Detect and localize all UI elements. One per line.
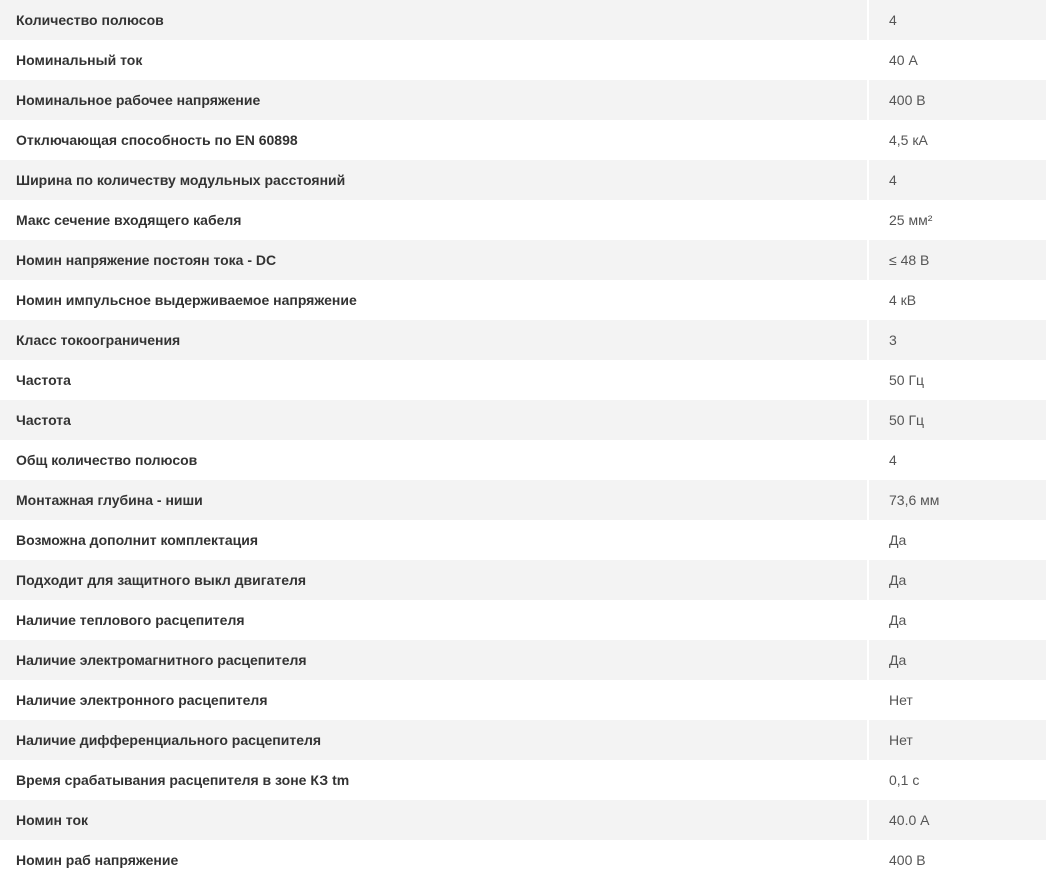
spec-row — [0, 280, 1046, 320]
spec-value: 400 В — [868, 840, 1046, 880]
spec-value: Нет — [868, 720, 1046, 760]
spec-value: ≤ 48 В — [868, 240, 1046, 280]
spec-name: Количество полюсов — [16, 12, 164, 28]
spec-row — [0, 760, 1046, 800]
spec-row — [0, 360, 1046, 400]
spec-row — [0, 320, 1046, 360]
spec-name: Наличие дифференциального расцепителя — [16, 732, 322, 748]
spec-row — [0, 40, 1046, 80]
spec-name: Номин ток — [16, 812, 89, 828]
spec-row — [0, 560, 1046, 600]
spec-name: Номин раб напряжение — [16, 852, 179, 868]
spec-value: Да — [868, 560, 1046, 600]
spec-name: Монтажная глубина - ниши — [16, 492, 203, 508]
spec-row — [0, 0, 1046, 40]
spec-name: Наличие электромагнитного расцепителя — [16, 652, 307, 668]
spec-value: Нет — [868, 680, 1046, 720]
spec-row — [0, 800, 1046, 840]
spec-value: 40 А — [868, 40, 1046, 80]
spec-row — [0, 80, 1046, 120]
spec-name: Время срабатывания расцепителя в зоне КЗ tm — [16, 772, 350, 788]
spec-value: 50 Гц — [868, 400, 1046, 440]
spec-name: Номинальное рабочее напряжение — [16, 92, 261, 108]
spec-row — [0, 200, 1046, 240]
spec-row — [0, 120, 1046, 160]
spec-value: 25 мм² — [868, 200, 1046, 240]
spec-name: Возможна дополнит комплектация — [16, 532, 259, 548]
spec-value: 0,1 с — [868, 760, 1046, 800]
spec-name: Частота — [16, 372, 71, 388]
spec-value: Да — [868, 640, 1046, 680]
spec-row — [0, 480, 1046, 520]
spec-value: 4 кВ — [868, 280, 1046, 320]
spec-name: Наличие теплового расцепителя — [16, 612, 245, 628]
spec-value: 4,5 кА — [868, 120, 1046, 160]
spec-value: 50 Гц — [868, 360, 1046, 400]
spec-name: Номин напряжение постоян тока - DC — [16, 252, 277, 268]
spec-name: Класс токоограничения — [16, 332, 181, 348]
spec-row — [0, 840, 1046, 880]
spec-row — [0, 400, 1046, 440]
spec-row — [0, 440, 1046, 480]
spec-name: Общ количество полюсов — [16, 452, 198, 468]
spec-value: 4 — [868, 440, 1046, 480]
spec-name: Номин импульсное выдерживаемое напряжение — [16, 292, 357, 308]
spec-value: 73,6 мм — [868, 480, 1046, 520]
spec-name: Макс сечение входящего кабеля — [16, 212, 242, 228]
spec-row — [0, 520, 1046, 560]
spec-value: Да — [868, 520, 1046, 560]
spec-value: 400 В — [868, 80, 1046, 120]
spec-value: 3 — [868, 320, 1046, 360]
spec-row — [0, 680, 1046, 720]
spec-row — [0, 600, 1046, 640]
spec-row — [0, 160, 1046, 200]
spec-name: Подходит для защитного выкл двигателя — [16, 572, 307, 588]
spec-name: Ширина по количеству модульных расстояний — [16, 172, 346, 188]
spec-row — [0, 720, 1046, 760]
spec-row — [0, 640, 1046, 680]
spec-value: 4 — [868, 160, 1046, 200]
spec-value: Да — [868, 600, 1046, 640]
spec-name: Номинальный ток — [16, 52, 143, 68]
spec-value: 4 — [868, 0, 1046, 40]
spec-name: Наличие электронного расцепителя — [16, 692, 268, 708]
spec-name: Отключающая способность по EN 60898 — [16, 132, 298, 148]
spec-value: 40.0 А — [868, 800, 1046, 840]
spec-row — [0, 240, 1046, 280]
spec-name: Частота — [16, 412, 71, 428]
